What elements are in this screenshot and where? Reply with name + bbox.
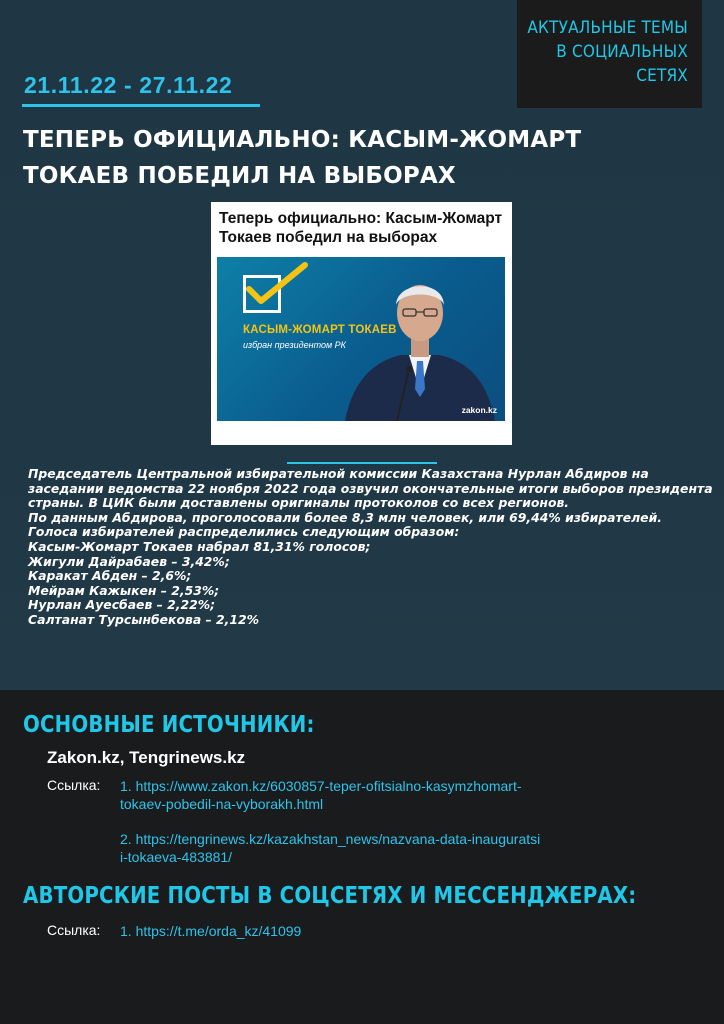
source-link-2-line1: 2. https://tengrinews.kz/kazakhstan_news/nazvana-data-inauguratsi	[120, 831, 541, 847]
president-photo	[335, 257, 505, 421]
article-paragraph: Мейрам Кажыкен – 2,53%;	[28, 582, 220, 598]
article-paragraph: Нурлан Ауесбаев – 2,22%;	[28, 597, 216, 613]
topics-badge-line: АКТУАЛЬНЫЕ ТЕМЫ	[527, 18, 688, 38]
link-label: Ссылка:	[47, 922, 101, 938]
author-posts-title: АВТОРСКИЕ ПОСТЫ В СОЦСЕТЯХ И МЕССЕНДЖЕРАХ:	[23, 883, 637, 909]
article-paragraph: Салтанат Турсынбекова – 2,12%	[28, 611, 259, 627]
article-body	[28, 467, 718, 628]
source-link-2[interactable]	[120, 830, 540, 866]
source-link-2-line2: i-tokaeva-483881/	[120, 849, 233, 865]
sources-title: ОСНОВНЫЕ ИСТОЧНИКИ:	[23, 712, 315, 738]
section-divider	[287, 462, 437, 464]
source-link-1[interactable]	[120, 777, 522, 813]
zakon-logo: zakon.kz	[461, 405, 497, 415]
checkmark-icon	[241, 261, 311, 311]
news-card-image	[217, 257, 505, 421]
topics-badge	[517, 0, 702, 108]
link-label: Ссылка:	[47, 777, 101, 793]
date-underline	[22, 104, 260, 107]
author-post-link[interactable]: 1. https://t.me/orda_kz/41099	[120, 923, 302, 939]
article-paragraph: Голоса избирателей распределились следующим образом:	[28, 524, 460, 540]
topics-badge-line: СЕТЯХ	[636, 66, 688, 86]
news-card[interactable]	[211, 202, 512, 445]
source-link-1-line1: 1. https://www.zakon.kz/6030857-teper-ofitsialno-kasymzhomart-	[120, 778, 522, 794]
news-card-title: Теперь официально: Касым-Жомарт Токаев победил на выборах	[219, 210, 503, 246]
date-range: 21.11.22 - 27.11.22	[24, 72, 233, 98]
article-paragraph: Касым-Жомарт Токаев набрал 81,31% голосов;	[28, 538, 371, 554]
article-paragraph: Председатель Центральной избирательной комиссии Казахстана Нурлан Абдиров на заседании ведомства 22 ноября 2022 года озвучил окончательные итоги выборов президента страны. В ЦИК были доставлены оригиналы протоколов со всех регионов.	[28, 466, 713, 511]
news-card-image-subtitle: избран президентом РК	[243, 340, 346, 350]
article-paragraph: Каракат Абден – 2,6%;	[28, 568, 192, 584]
headline: ТЕПЕРЬ ОФИЦИАЛЬНО: КАСЫМ-ЖОМАРТ ТОКАЕВ ПОБЕДИЛ НА ВЫБОРАХ	[23, 127, 582, 189]
article-paragraph: По данным Абдирова, проголосовали более 8,3 млн человек, или 69,44% избирателей.	[28, 509, 662, 525]
source-link-1-line2: tokaev-pobedil-na-vyborakh.html	[120, 796, 324, 812]
sources-names: Zakon.kz, Tengrinews.kz	[47, 748, 246, 767]
news-card-image-name: КАСЫМ-ЖОМАРТ ТОКАЕВ	[243, 324, 397, 336]
topics-badge-line: В СОЦИАЛЬНЫХ	[556, 42, 688, 62]
article-paragraph: Жигули Дайрабаев – 3,42%;	[28, 553, 230, 569]
